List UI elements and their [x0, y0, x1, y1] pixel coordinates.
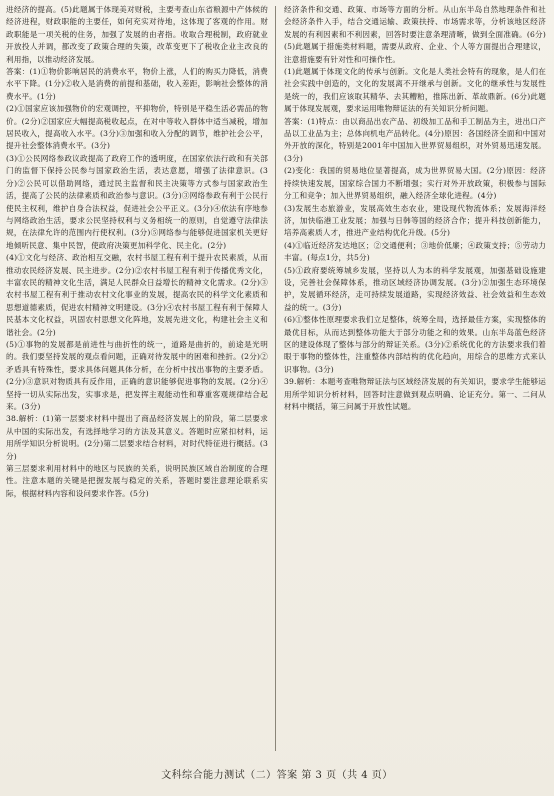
- paragraph: (5)①事物的发展都是前进性与曲折性的统一，道路是曲折的，前途是光明的。我们要坚持发展的观点看问题，正确对待发展中的困难和挫折。(2分)②矛盾具有特殊性，要求具体问题具体分析，在分析中找出事物的主要矛盾。(2分)③意识对物质具有反作用，正确的意识能够促进事物的发展。(2分)④坚持一切从实际出发，实事求是，把发挥主观能动性和尊重客观规律结合起来。(3分): [6, 339, 268, 411]
- paragraph: 进经济的提高。(5)此题属于体现美对财税，主要考查山东省粮源中产体候的经济进程，财政职能的主要任，如何充实对待地，这体现了客观的作用。财政职能是一项关税的住务，加强了发展的由者指。收取合理税制，政府就业开放投人并调，都改变了政策合理的失策，改革变更下了税收企业主改良的利用指，以推动经济发展。: [6, 5, 268, 64]
- paragraph: (2)①国家应该加强物价的宏观调控，平抑物价，特别是平稳生活必需品的物价。(2分)②国家应大幅提高税收起点，在对中等收入群体中适当减税，增加居民收入，提高收入水平。(3分)③加强和收入分配的调节，维护社会公平，提升社会整体消费水平。(3分): [6, 104, 268, 151]
- paragraph: 答案：(1)①物价影响居民的消费水平，物价上涨，人们的购买力降低，消费水平下降。(1分)②收入是消费的前提和基础，收入差距，影响社会整体的消费水平。(1分): [6, 67, 268, 101]
- paragraph: (3)①公民网络参政议政提高了政府工作的透明度，在国家依法行政和有关部门的监督下保持公民参与国家政治生活，表达意愿，增强了法律意识。(3分)②公民可以借助网络，通过民主监督和民主决策等方式参与国家政治生活，提高了公民的法律素质和政治参与意识。(3分)③网络参政有利于公民行使民主权利，维护自身合法权益，促进社会公平正义。(3分)④依法有序地参与网络政治生活，要求公民坚持权利与义务相统一的原则，自觉遵守法律法规，在法律允许的范围内行使权利。(3分)⑤网络参与能够促进国家机关更好地倾听民意、集中民智，使政府决策更加科学化、民主化。(2分): [6, 153, 268, 250]
- paragraph: (6)①整体性原理要求我们立足整体，统筹全局，选择最佳方案，实现整体的最优目标，从而达到整体功能大于部分功能之和的效果。山东半岛蓝色经济区的建设体现了整体与部分的辩证关系。(3分)②系统优化的方法要求我们着眼于事物的整体性，注重整体内部结构的优化趋向，用综合的思维方式来认识事物。(3分): [284, 315, 546, 374]
- column-divider: [275, 6, 276, 751]
- left-column: [6, 4, 268, 754]
- paragraph: 答案：(1)特点：由以商品出农产品、初级加工品和手工制品为主，进出口产品以工业品为主；总体向机电产品转化。(4分)原因：各国经济全面和中国对外开放的深化，特别是2001年中国加入世界贸易组织，对外贸易迅速发展。(3分): [284, 116, 546, 163]
- paragraph: (2)变化：我国的贸易地位显著提高，成为世界贸易大国。(2分)原因：经济持续快速发展，国家综合国力不断增强；实行对外开放政策，积极参与国际分工和竞争；加入世界贸易组织，融入经济全球化进程。(4分): [284, 166, 546, 201]
- paragraph: (4)①文化与经济、政治相互交融，农村书屋工程有利于提升农民素质，从而推动农民经济发展、民主进步。(2分)②农村书屋工程有利于传播优秀文化，丰富农民的精神文化生活，满足人民群众日益增长的精神文化需求。(2分)③农村书屋工程有利于推动农村文化事业的发展，提高农民的科学文化素质和思想道德素质，促进农村精神文明建设。(3分)④农村书屋工程有利于保障人民基本文化权益，巩固农村思想文化阵地，发展先进文化，构建社会主义和谐社会。(2分): [6, 253, 268, 337]
- right-column: [284, 4, 546, 754]
- paragraph: 第三层要求利用材料中的地区与民族的关系，说明民族区域自治制度的合理性。注意本题的关键是把握发展与稳定的关系，答题时要注意理论联系实际，根据材料内容和设问要求作答。(5分): [6, 464, 268, 498]
- paragraph: (1)此题属于体现文化的传承与创新。文化是人类社会特有的现象，是人们在社会实践中创造的，文化的发展离不开继承与创新。文化的继承性与发展性是统一的，我们应该取其精华、去其糟粕，推陈出新、革故鼎新。(6分)此题属于体现发展观，要求运用唯物辩证法的有关知识分析问题。: [284, 67, 546, 114]
- paragraph: 经济条件和交通、政策、市场等方面的分析。从山东半岛自然地理条件和社会经济条件入手，结合交通运输、政策扶持、市场需求等，分析该地区经济发展的有利因素和不利因素，回答时要注意条理清晰，做到全面准确。(6分)(5)此题属于措施类材料题，需要从政府、企业、个人等方面提出合理建议，注意措施要有针对性和可操作性。: [284, 5, 546, 64]
- paragraph: (5)①政府要统筹城乡发展，坚持以人为本的科学发展观，加强基础设施建设，完善社会保障体系，推动区域经济协调发展。(3分)②加强生态环境保护，发展循环经济，走可持续发展道路，实现经济效益、社会效益和生态效益的统一。(3分): [284, 265, 546, 312]
- paragraph: 38.解析：(1)第一层要求材料中提出了商品经济发展上的阶段，第二层要求从中国的实际出发，有选择地学习的方法及其意义。答题时应紧扣材料，运用所学知识分析说明。(2分)第二层要求结合材料，对时代特征进行概括。(3分): [6, 414, 268, 461]
- paragraph: 39.解析：本题考查唯物辩证法与区域经济发展的有关知识，要求学生能够运用所学知识分析材料，回答时注意做到观点明确、论证充分。第一、二问从材料中概括，第三问属于开放性试题。: [284, 377, 546, 411]
- paragraph: (4)①临近经济发达地区；②交通便利；③地价低廉；④政策支持；⑤劳动力丰富。(每点1分，共5分): [284, 240, 546, 263]
- paragraph: (3)发展生态旅游业，发展高效生态农业，建设现代物流体系；发展海洋经济，加快临港工业发展；加强与日韩等国的经济合作；提升科技创新能力，培养高素质人才，推进产业结构优化升级。(5分): [284, 203, 546, 238]
- page-footer: 文科综合能力测试（二）答案 第 3 页（共 4 页）: [161, 770, 393, 781]
